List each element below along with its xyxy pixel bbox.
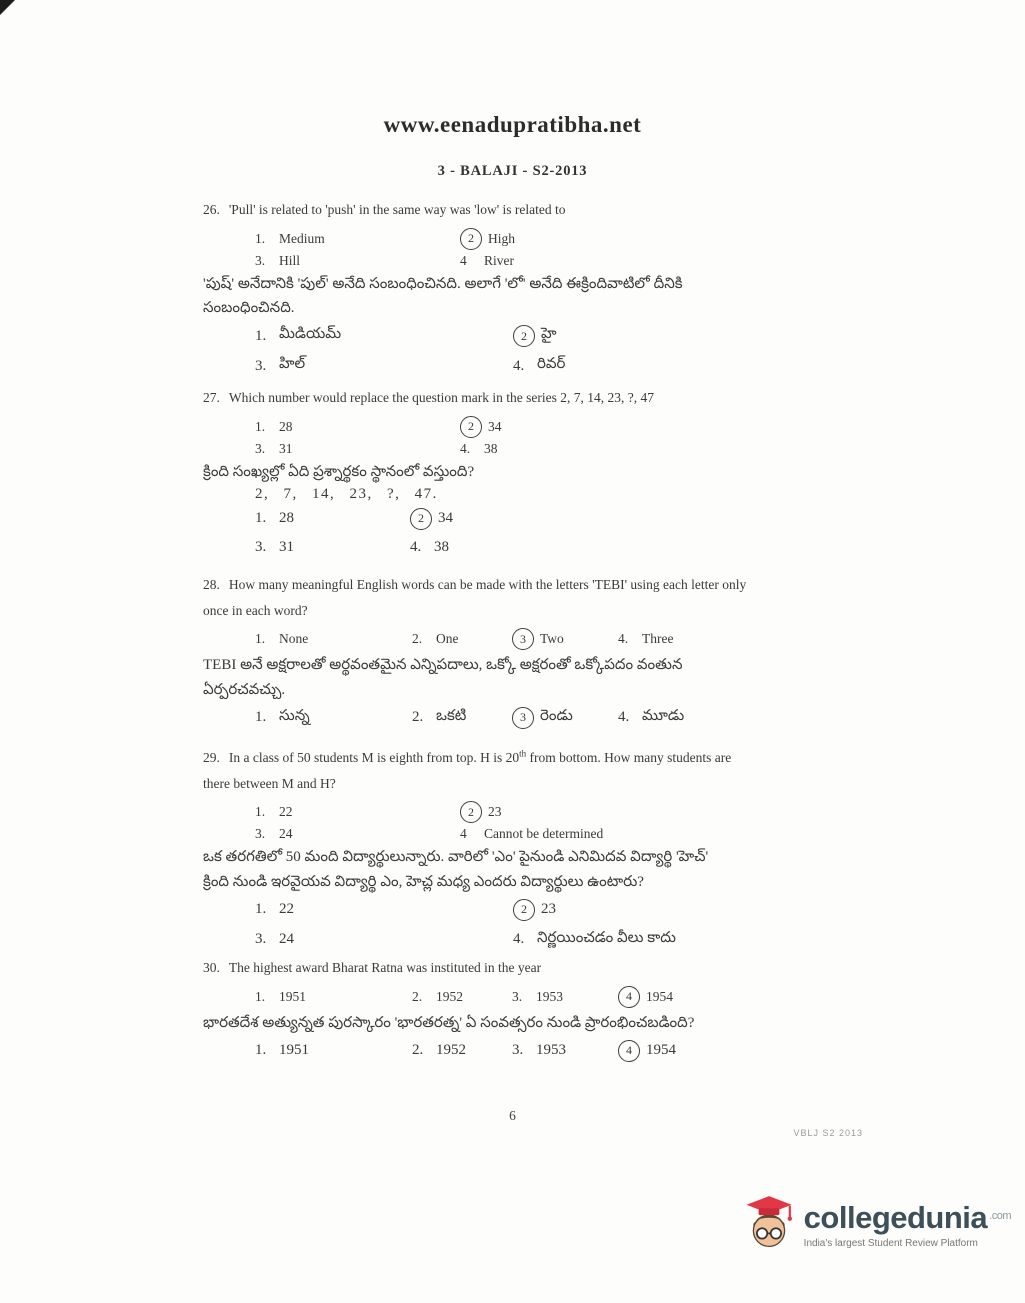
option-number: 3. (255, 538, 267, 555)
option-text: 1954 (646, 1042, 676, 1059)
option (255, 989, 412, 1005)
question-text-te (203, 460, 851, 484)
option (512, 989, 618, 1005)
option-text: 1953 (536, 1042, 566, 1059)
question-30 (203, 955, 851, 1062)
question-text: How many meaningful English words can be made with the letters 'TEBI' using each letter only (228, 577, 747, 592)
telugu-line: TEBI అనే అక్షరాలతో అర్థవంతమైన ఎన్నిపదాలు, ఒక్కో అక్షరంతో ఒక్కోపదం వంతున (203, 657, 683, 674)
option-text: 22 (279, 901, 294, 918)
option (460, 253, 851, 269)
option (255, 253, 460, 269)
telugu-line: సంబంధించినది. (203, 299, 295, 316)
option-number: 4. (618, 631, 629, 647)
question-text: once in each word? (203, 602, 308, 618)
question-text-en (203, 955, 851, 981)
options-te (255, 325, 851, 376)
option (513, 325, 851, 347)
option-number: 4. (618, 709, 630, 726)
option (255, 416, 460, 438)
question-text: Which number would replace the question mark in the series 2, 7, 14, 23, ?, 47 (228, 390, 655, 405)
question-number: 30. (203, 960, 220, 975)
option-number: 2. (412, 1042, 424, 1059)
option-number: 4. (513, 931, 525, 948)
option (255, 441, 460, 457)
question-text-en (203, 572, 851, 623)
option-text: Medium (279, 230, 325, 246)
question-28 (203, 572, 851, 729)
question-number: 29. (203, 750, 220, 765)
option-number: 1. (255, 631, 266, 647)
option-number: 3. (255, 252, 266, 268)
option (460, 801, 851, 823)
option-text: రెండు (540, 707, 573, 724)
page-number: 6 (509, 1108, 516, 1123)
option-text: None (279, 631, 309, 647)
question-number: 26. (203, 202, 220, 217)
option-text: Cannot be determined (484, 826, 604, 842)
question-29 (203, 745, 851, 950)
option (513, 356, 851, 376)
option-text: 1952 (436, 988, 463, 1004)
marked-answer-number: 2 (460, 416, 482, 438)
option-text: నిర్ణయించడం వీలు కాదు (537, 929, 676, 946)
marked-answer-number: 2 (460, 801, 482, 823)
option (255, 631, 412, 647)
options-en (255, 801, 851, 842)
option-text: మీడియమ్ (279, 326, 342, 343)
option (255, 325, 513, 347)
option-text: 23 (541, 901, 556, 918)
option (460, 826, 851, 842)
number-series: 2, 7, 14, 23, ?, 47. (255, 485, 438, 502)
marked-answer-number: 2 (460, 228, 482, 250)
option-text: Three (642, 631, 674, 647)
option-number: 3. (512, 1042, 524, 1059)
option (255, 899, 513, 921)
option-number: 1. (255, 709, 267, 726)
options-te (255, 899, 851, 950)
option (460, 416, 851, 438)
option (412, 989, 512, 1005)
option-text: 38 (434, 538, 449, 555)
option-number: 1. (255, 230, 266, 246)
option (255, 356, 513, 376)
option-number: 4. (513, 357, 525, 374)
options-en (255, 228, 851, 269)
option (618, 1040, 676, 1062)
option-number: 4. (460, 440, 471, 456)
option-number: 4. (410, 538, 422, 555)
option-number: 1. (255, 418, 266, 434)
telugu-line: ఒక తరగతిలో 50 మంది విద్యార్థులున్నారు. వారిలో 'ఎం' పైనుండి ఎనిమిదవ విద్యార్థి 'హెచ్' (203, 849, 709, 866)
option (255, 801, 460, 823)
question-text: there between M and H? (203, 775, 336, 791)
option-number: 1. (255, 327, 267, 344)
collegedunia-logo (743, 1192, 1011, 1259)
options-te (255, 707, 851, 729)
question-text-te (203, 653, 851, 702)
option (255, 930, 513, 950)
option (512, 707, 618, 729)
option-text: 1951 (279, 988, 306, 1004)
question-text-en (203, 197, 851, 223)
question-text-te (203, 1011, 851, 1035)
telugu-line: భారతదేశ అత్యున్నత పురస్కారం 'భారతరత్న' ఏ సంవత్సరం నుండి ప్రారంభించబడింది? (203, 1014, 695, 1031)
question-text-te (203, 272, 851, 321)
option-number: 4 (460, 826, 467, 842)
telugu-line: క్రింది నుండి ఇరవైయవ విద్యార్థి ఎం, హెచ్ల మధ్య ఎందరు విద్యార్థులు ఉంటారు? (203, 873, 644, 890)
option (255, 539, 410, 556)
options-en (255, 416, 851, 457)
question-text-en (203, 745, 851, 796)
telugu-line: ఏర్పరచవచ్చు. (203, 681, 286, 698)
option (412, 708, 512, 728)
options-te (255, 1040, 851, 1062)
option-number: 1. (255, 988, 266, 1004)
option-text: 24 (279, 826, 293, 842)
option-text: 22 (279, 804, 293, 820)
option-text: Two (540, 631, 564, 647)
option (512, 628, 618, 650)
marked-answer-number: 3 (512, 707, 534, 729)
option-number: 1. (255, 901, 267, 918)
marked-answer-number: 2 (513, 899, 535, 921)
marked-answer-number: 2 (410, 508, 432, 530)
option (412, 631, 512, 647)
option-number: 4 (460, 252, 467, 268)
option-number: 3. (255, 931, 267, 948)
option-text: 1951 (279, 1042, 309, 1059)
telugu-line: క్రింది సంఖ్యల్లో ఏది ప్రశ్నార్థకం స్థానంలో వస్తుంది? (203, 463, 475, 480)
question-text-en (203, 385, 851, 411)
scan-corner-artifact (0, 0, 15, 15)
question-26 (203, 197, 851, 376)
options-en (255, 986, 851, 1008)
option-text: రివర్ (537, 356, 566, 373)
option (255, 508, 410, 530)
exam-title: 3 - BALAJI - S2-2013 (437, 163, 588, 179)
option (255, 826, 460, 842)
option-number: 2. (412, 631, 423, 647)
option-text: 38 (484, 440, 498, 456)
option-text: 28 (279, 510, 294, 527)
ordinal-superscript: th (519, 748, 527, 759)
option-number: 3. (512, 988, 523, 1004)
option (410, 508, 851, 530)
logo-text (804, 1192, 1011, 1249)
logo-name-text: collegedunia (803, 1200, 988, 1235)
option (255, 708, 412, 728)
question-27 (203, 385, 851, 556)
logo-wordmark (804, 1202, 1011, 1235)
marked-answer-number: 4 (618, 986, 640, 1008)
option-text: 1952 (436, 1042, 466, 1059)
option (460, 441, 851, 457)
header-url: www.eenadupratibha.net (383, 112, 642, 137)
option-text: 23 (488, 804, 502, 820)
question-text: In a class of 50 students M is eighth from top. H is 20 (228, 750, 520, 765)
logo-domain-text: .com (989, 1210, 1011, 1222)
graduation-cap-student-icon (743, 1192, 795, 1259)
option (618, 986, 673, 1008)
option-text: 34 (488, 418, 502, 434)
option-text: 1953 (536, 988, 563, 1004)
option-text: 24 (279, 931, 294, 948)
footer-code: VBLJ S2 2013 (793, 1128, 863, 1138)
marked-answer-number: 3 (512, 628, 534, 650)
option-number: 1. (255, 510, 267, 527)
option-text: హై (541, 326, 557, 343)
option-text: ఒకటి (436, 707, 467, 724)
option-text: 31 (279, 538, 294, 555)
option (618, 631, 673, 647)
logo-tagline: India's largest Student Review Platform (803, 1237, 978, 1249)
marked-answer-number: 4 (618, 1040, 640, 1062)
option-number: 2. (412, 709, 424, 726)
option-text: హిల్ (279, 356, 306, 373)
option-text: High (488, 230, 515, 246)
marked-answer-number: 2 (513, 325, 535, 347)
option-text: 31 (279, 440, 293, 456)
options-te (255, 508, 851, 556)
telugu-line: 'పుష్' అనేదానికి 'పుల్' అనేది సంబంధించినది. అలాగే 'లో' అనేది ఈక్రిందివాటిలో దీనికి (203, 275, 683, 292)
option (412, 1042, 512, 1059)
option-number: 2. (412, 988, 423, 1004)
option-number: 3. (255, 826, 266, 842)
question-text: The highest award Bharat Ratna was instituted in the year (228, 960, 542, 975)
option (618, 708, 684, 728)
option-number: 3. (255, 357, 267, 374)
question-text: 'Pull' is related to 'push' in the same way was 'low' is related to (228, 202, 566, 217)
option-text: 34 (438, 510, 453, 527)
option (410, 539, 851, 556)
question-text-te (203, 845, 851, 894)
option-text: సున్న (279, 707, 310, 724)
option-number: 1. (255, 1042, 267, 1059)
option-text: 1954 (646, 988, 673, 1004)
option-text: మూడు (642, 707, 685, 724)
question-text: from bottom. How many students are (526, 750, 732, 765)
option (513, 930, 851, 950)
option-text: River (484, 252, 514, 268)
option (460, 228, 851, 250)
option (512, 1042, 618, 1059)
option-number: 3. (255, 440, 266, 456)
options-en (255, 628, 851, 650)
option-text: Hill (279, 252, 301, 268)
option-text: 28 (279, 418, 293, 434)
question-number: 27. (203, 390, 220, 405)
option-text: One (436, 631, 459, 647)
option-number: 1. (255, 804, 266, 820)
question-number: 28. (203, 577, 220, 592)
option (513, 899, 851, 921)
option (255, 1042, 412, 1059)
option (255, 228, 460, 250)
